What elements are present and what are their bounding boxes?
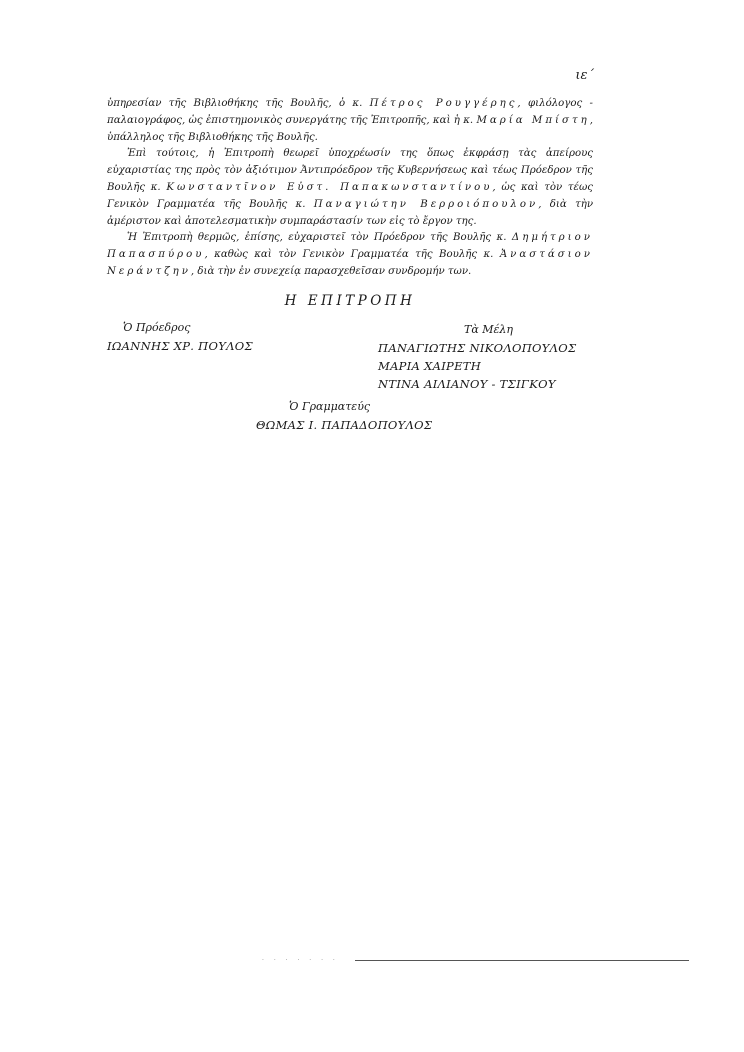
paragraph-1: [107, 96, 593, 146]
paragraph-3-text-c: , διὰ τὴν ἐν συνεχείᾳ παρασχεθεῖσαν συνδρομήν των.: [190, 265, 472, 277]
paragraph-1-text-a: ὑπηρεσίαν τῆς Βιβλιοθήκης τῆς Βουλῆς, ὁ κ.: [107, 98, 370, 109]
paragraph-2-text-b: , ὡς καὶ τὸν τέως Γενικὸν Γραμματέα τῆς Βουλῆς κ.: [107, 181, 593, 210]
body-text: [107, 96, 593, 281]
page-number: ιε΄: [575, 68, 594, 83]
secretary-name: ΘΩΜΑΣ Ι. ΠΑΠΑΔΟΠΟΥΛΟΣ: [256, 418, 433, 432]
paragraph-3: [107, 230, 593, 280]
president-block: [107, 319, 253, 355]
paragraph-1-text-c: , ὑπάλληλος τῆς Βιβλιοθήκης τῆς Βουλῆς.: [107, 114, 593, 143]
scan-artifact-dots: · · · · · · ·: [262, 957, 339, 964]
committee-heading: Η ΕΠΙΤΡΟΠΗ: [284, 293, 416, 309]
person-name-papaspyrou: Δημήτριον Παπασπύρου: [107, 232, 593, 261]
paragraph-2: [107, 146, 593, 230]
paragraph-2-text-c: , διὰ τὴν ἀμέριστον καὶ ἀποτελεσματικὴν συμπαράστασίν των εἰς τὸ ἔργον της.: [107, 198, 594, 227]
members-label: Τὰ Μέλη: [464, 323, 513, 336]
president-label: Ὁ Πρόεδρος: [123, 321, 191, 334]
person-name-nerantzis: Ἀναστάσιον Νεράντζην: [107, 249, 593, 277]
paragraph-1-text-b: , φιλόλογος - παλαιογράφος, ὡς ἐπιστημονικὸς συνεργάτης τῆς Ἐπιτροπῆς, καὶ ἡ κ.: [107, 98, 593, 126]
secretary-label: Ὁ Γραμματεύς: [289, 400, 371, 413]
bottom-rule: [355, 960, 689, 961]
secretary-block: [256, 398, 432, 434]
paragraph-3-text-b: , καθὼς καὶ τὸν Γενικὸν Γραμματέα τῆς Βουλῆς κ.: [204, 249, 500, 261]
paragraph-3-text-a: Ἡ Ἐπιτροπὴ θερμῶς, ἐπίσης, εὐχαριστεῖ τὸν Πρόεδρον τῆς Βουλῆς κ.: [127, 232, 512, 244]
members-block: [378, 321, 576, 393]
person-name-mpisti: Μαρία Μπίστη: [476, 114, 590, 126]
member-name: ΜΑΡΙΑ ΧΑΙΡΕΤΗ: [378, 359, 482, 373]
paragraph-2-text-a: Ἐπὶ τούτοις, ἡ Ἐπιτροπὴ θεωρεῖ ὑποχρέωσίν της ὅπως ἐκφράσῃ τὰς ἀπείρους εὐχαριστίας της πρὸς τὸν ἀξιότιμον Ἀντιπρόεδρον τῆς Κυβερνήσεως καὶ τέως Πρόεδρον τῆς Βουλῆς κ.: [107, 148, 593, 193]
member-name: ΝΤΙΝΑ ΑΙΛΙΑΝΟΥ - ΤΣΙΓΚΟΥ: [378, 377, 556, 391]
president-name: ΙΩΑΝΝΗΣ ΧΡ. ΠΟΥΛΟΣ: [107, 339, 253, 353]
person-name-rouggeris: Πέτρος Ρουγγέρης: [369, 98, 518, 109]
person-name-papakonstantinou: Κωνσταντῖνον Εὐστ. Παπακωνσταντίνου: [166, 181, 493, 193]
person-name-verroiopoulos: Παναγιώτην Βερροιόπουλον: [313, 198, 539, 210]
member-name: ΠΑΝΑΓΙΩΤΗΣ ΝΙΚΟΛΟΠΟΥΛΟΣ: [378, 341, 577, 355]
